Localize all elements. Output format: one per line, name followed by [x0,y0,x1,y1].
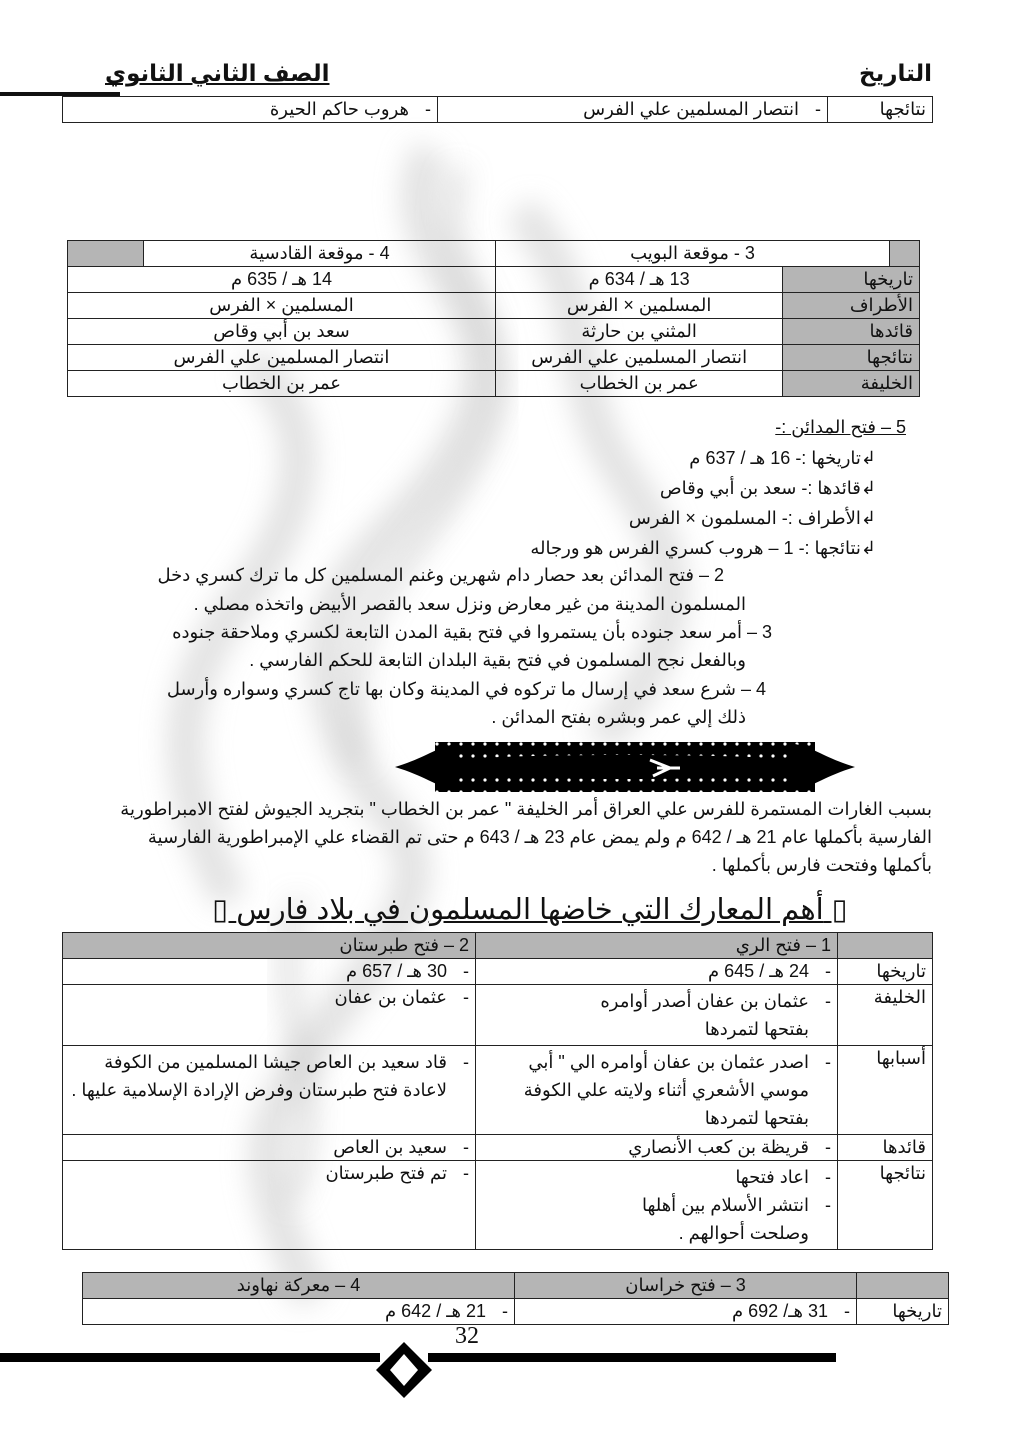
page-number: 32 [455,1323,479,1349]
header-cell: 1 – فتح الري [476,933,838,959]
header-cell [890,241,920,267]
madain-bullets [530,443,876,563]
cell: - اصدر عثمان بن عفان أوامره الي " أبي موسي الأشعري أثناء ولايته علي الكوفة بفتحها لتمردها [476,1046,838,1135]
cell: -هروب حاكم الحيرة [63,97,438,123]
madain-result-2a: 2 – فتح المدائن بعد حصار دام شهرين وغنم المسلمين كل ما ترك كسري دخل [157,565,724,585]
header-cell: 3 – فتح خراسان [515,1273,857,1299]
row-label: الخليفة [838,985,933,1046]
battles-table-2 [62,932,933,1250]
cell: عمر بن الخطاب [496,371,783,397]
cell: - قاد سعيد بن العاص جيشا المسلمين من الكوفة لاعادة فتح طبرستان وفرض الإرادة الإسلامية عليها . [63,1046,476,1135]
row-label: نتائجها [838,1161,933,1250]
cell: -31 هـ/ 692 م [515,1299,857,1325]
header-cell [838,933,933,959]
cell: - اعاد فتحها - انتشر الأسلام بين أهلها وصلحت أحوالهم . [476,1161,838,1250]
row-label: تاريخها [783,267,920,293]
cell: عمر بن الخطاب [68,371,496,397]
header-cell: 4 – معركة نهاوند [83,1273,515,1299]
madain-result-3a: 3 – أمر سعد جنوده بأن يستمروا في فتح بقية المدن التابعة لكسري وملاحقة جنوده [172,622,772,642]
header-cell: 2 – فتح طبرستان [63,933,476,959]
header-cell: 3 - موقعة البويب [496,241,890,267]
cell: -انتصار المسلمين علي الفرس [438,97,828,123]
battles-table-3 [82,1272,949,1325]
header-cell: 4 - موقعة القادسية [144,241,496,267]
paragraph-line-3: بأكملها وفتحت فارس بأكملها . [711,855,932,875]
cell: انتصار المسلمين علي الفرس [68,345,496,371]
madain-result-3b: وبالفعل نجح المسلمون في فتح بقية البلدان التابعة للحكم الفارسي . [249,650,746,670]
cell: -عثمان بن عفان [63,985,476,1046]
cell: المثني بن حارثة [496,319,783,345]
header-cell [857,1273,949,1299]
cell: -21 هـ / 642 م [83,1299,515,1325]
madain-parties: ↲ الأطراف :- المسلمون × الفرس [530,503,876,533]
cell: -30 هـ / 657 م [63,959,476,985]
madain-result-2b: المسلمون المدينة من غير معارض ونزل سعد بالقصر الأبيض واتخذه مصلي . [193,594,746,614]
cell: 14 هـ / 635 م [68,267,496,293]
row-label: قائدها [838,1135,933,1161]
cell: -تم فتح طبرستان [63,1161,476,1250]
section-heading: ▯ أهم المعارك التي خاضها المسلمون في بلاد فارس ▯ [212,894,848,926]
row-label: نتائجها [783,345,920,371]
footer-ornament [0,1340,1024,1400]
cell: 13 هـ / 634 م [496,267,783,293]
row-label: أسبابها [838,1046,933,1135]
madain-result-4b: ذلك إلي عمر وبشره بفتح المدائن . [491,707,746,727]
madain-leader: ↲ قائدها :- سعد بن أبي وقاص [530,473,876,503]
madain-result-4a: 4 – شرع سعد في إرسال ما تركوه في المدينة وكان بها تاج كسري وسواره وأرسل [166,679,766,699]
cell: انتصار المسلمين علي الفرس [496,345,783,371]
battles-table-1 [67,240,920,397]
header-title: الصف الثاني الثانوي [105,60,330,86]
cell: سعد بن أبي وقاص [68,319,496,345]
madain-date: ↲ تاريخها :- 16 هـ / 637 م [530,443,876,473]
header-subject: التاريخ [859,60,932,86]
cell: -قريظة بن كعب الأنصاري [476,1135,838,1161]
header-cell [68,241,144,267]
cell: المسلمين × الفرس [68,293,496,319]
row-label: الخليفة [783,371,920,397]
paragraph-line-1: بسبب الغارات المستمرة للفرس علي العراق أمر الخليفة " عمر بن الخطاب " بتجريد الجيوش لفتح الامبراطورية [120,799,932,819]
row-label: الأطراف [783,293,920,319]
madain-results-intro: ↲ نتائجها :- 1 – هروب كسري الفرس هو ورجاله [530,533,876,563]
row-label: قائدها [783,319,920,345]
cell: - عثمان بن عفان أصدر أوامره بفتحها لتمردها [476,985,838,1046]
cell: المسلمين × الفرس [496,293,783,319]
paragraph-line-2: الفارسية بأكملها عام 21 هـ / 642 م ولم يمض عام 23 هـ / 643 م حتى تم القضاء علي الإمبراطورية الفارسية [147,827,932,847]
decorative-banner [395,738,855,796]
row-label: نتائجها [828,97,933,123]
row-label: تاريخها [857,1299,949,1325]
top-results-row [62,96,933,123]
cell: -24 هـ / 645 م [476,959,838,985]
row-label: تاريخها [838,959,933,985]
cell: -سعيد بن العاص [63,1135,476,1161]
madain-title: 5 – فتح المدائن :- [775,417,906,437]
